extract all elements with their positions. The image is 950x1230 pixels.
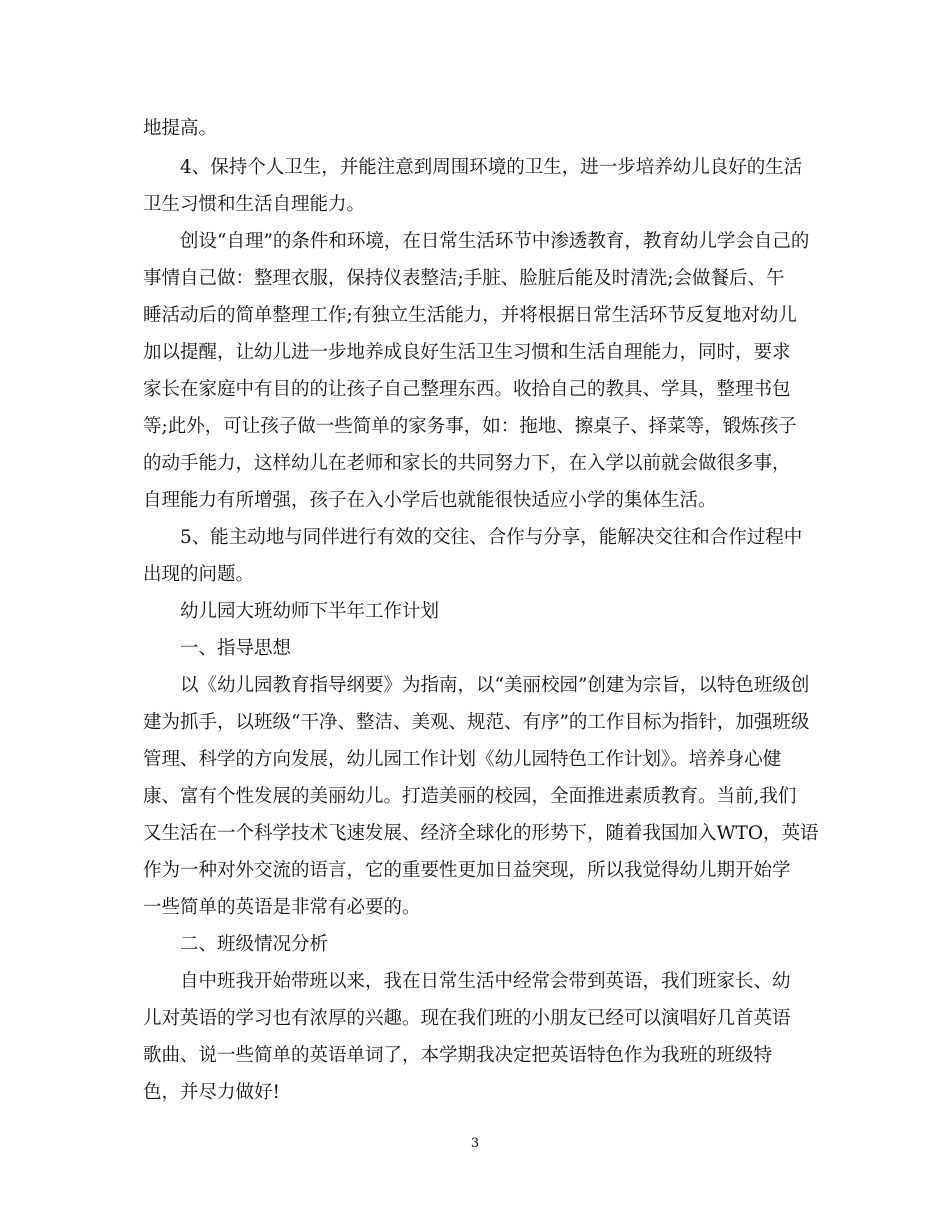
text-line: 卫生习惯和生活自理能力。: [143, 194, 366, 215]
text-line: 又生活在一个科学技术飞速发展、经济全球化的形势下，随着我国加入WTO，英语: [143, 823, 819, 844]
text-line: 自中班我开始带班以来，我在日常生活中经常会带到英语，我们班家长、幼: [180, 971, 791, 992]
text-line: 以《幼儿园教育指导纲要》为指南，以“美丽校园”创建为宗旨，以特色班级创: [180, 675, 810, 696]
text-line: 出现的问题。: [143, 564, 255, 585]
page-number: 3: [470, 1136, 480, 1151]
text-line: 儿对英语的学习也有浓厚的兴趣。现在我们班的小朋友已经可以演唱好几首英语: [143, 1008, 791, 1029]
section-heading: 一、指导思想: [180, 638, 292, 659]
text-line: 一些简单的英语是非常有必要的。: [143, 897, 421, 918]
text-line: 康、富有个性发展的美丽幼儿。打造美丽的校园，全面推进素质教育。当前,我们: [143, 786, 797, 807]
text-line: 睡活动后的简单整理工作;有独立生活能力，并将根据日常生活环节反复地对幼儿: [143, 305, 797, 326]
text-line: 4、保持个人卫生，并能注意到周围环境的卫生，进一步培养幼儿良好的生活: [180, 157, 803, 178]
text-line: 管理、科学的方向发展，幼儿园工作计划《幼儿园特色工作计划》。培养身心健: [143, 749, 782, 770]
text-line: 的动手能力，这样幼儿在老师和家长的共同努力下，在入学以前就会做很多事，: [143, 453, 791, 474]
text-line: 加以提醒，让幼儿进一步地养成良好生活卫生习惯和生活自理能力，同时，要求: [143, 342, 791, 363]
text-line: 色，并尽力做好!: [143, 1082, 280, 1103]
text-line: 自理能力有所增强，孩子在入小学后也就能很快适应小学的集体生活。: [143, 490, 717, 511]
text-line: 歌曲、说一些简单的英语单词了，本学期我决定把英语特色作为我班的班级特: [143, 1045, 773, 1066]
text-line: 家长在家庭中有目的的让孩子自己整理东西。收拾自己的教具、学具，整理书包: [143, 379, 791, 400]
text-line: 地提高。: [143, 118, 218, 139]
text-line: 5、能主动地与同伴进行有效的交往、合作与分享，能解决交往和合作过程中: [180, 527, 803, 548]
text-line: 创设“自理”的条件和环境，在日常生活环节中渗透教育，教育幼儿学会自己的: [180, 231, 810, 252]
text-line: 作为一种对外交流的语言，它的重要性更加日益突现，所以我觉得幼儿期开始学: [143, 860, 791, 881]
text-line: 等;此外，可让孩子做一些简单的家务事，如：拖地、擦桌子、择菜等，锻炼孩子: [143, 416, 797, 437]
text-line: 事情自己做：整理衣服，保持仪表整洁;手脏、脸脏后能及时清洗;会做餐后、午: [143, 268, 785, 289]
text-line: 建为抓手，以班级“干净、整洁、美观、规范、有序”的工作目标为指针，加强班级: [143, 712, 810, 733]
section-heading: 二、班级情况分析: [180, 934, 329, 955]
section-title: 幼儿园大班幼师下半年工作计划: [180, 601, 440, 622]
